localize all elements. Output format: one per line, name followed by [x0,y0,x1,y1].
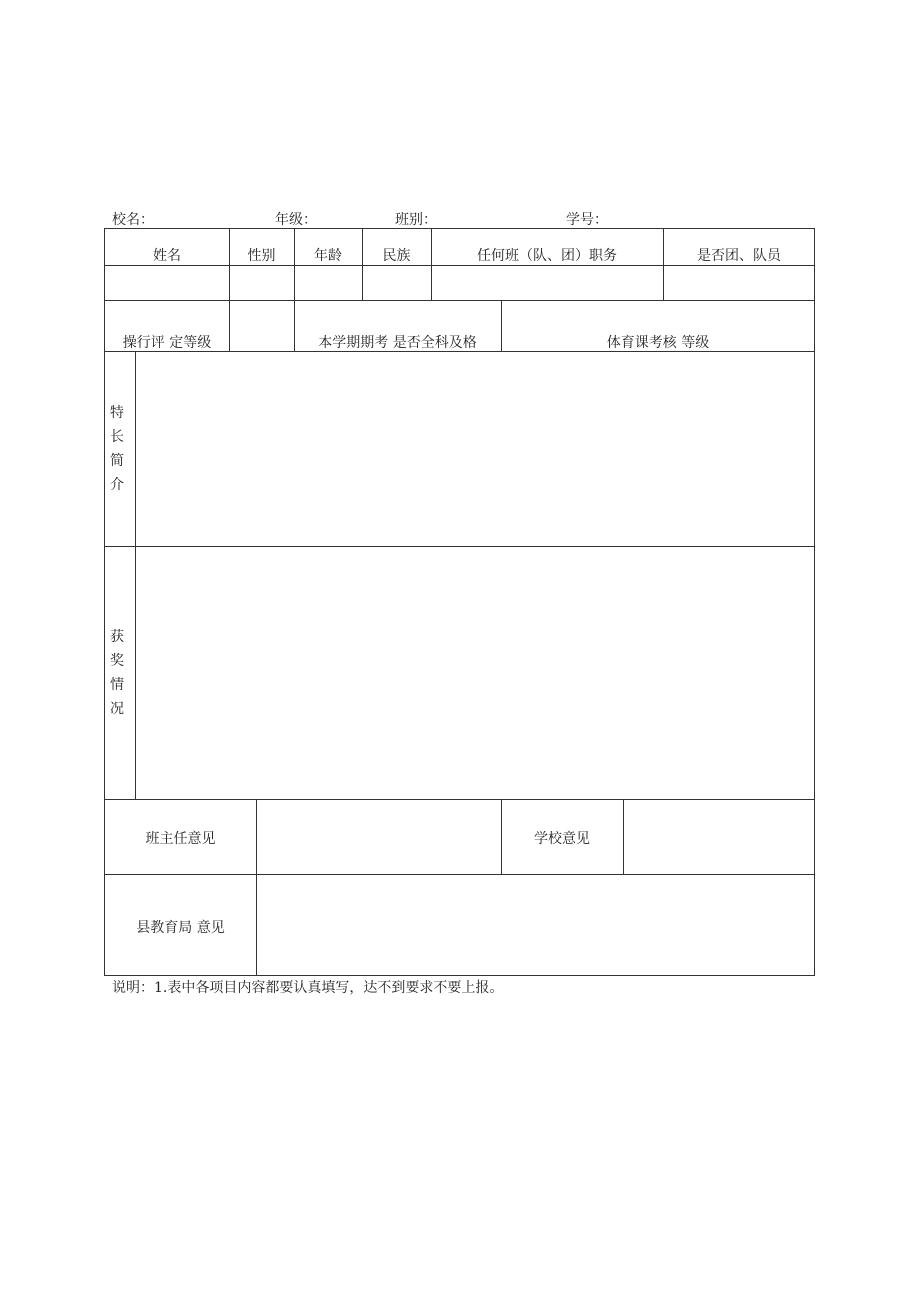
school-opinion-label: 学校意见 [534,831,590,847]
position-header: 任何班（队、团）职务 [477,248,617,264]
form-header [0,209,920,229]
student-no-label: 学号： [566,212,608,228]
county-bureau-opinion-field[interactable] [257,875,815,976]
league-member-field[interactable] [664,266,815,300]
age-header: 年龄 [314,248,342,264]
specialty-label: 特长简介 [110,405,124,493]
class-teacher-opinion-field[interactable] [257,800,501,874]
gender-header: 性别 [247,248,276,264]
awards-field[interactable] [136,547,815,799]
class-teacher-opinion-label: 班主任意见 [145,831,216,847]
row-divider [105,300,815,301]
name-field[interactable] [105,266,229,300]
exam-pass-label: 本学期期考 是否全科及格 [318,335,477,351]
league-member-header: 是否团、队员 [697,248,781,264]
ethnicity-field[interactable] [363,266,431,300]
position-field[interactable] [432,266,663,300]
grade-label: 年级： [275,212,317,228]
specialty-field[interactable] [136,352,815,546]
conduct-grade-label: 操行评 定等级 [122,335,212,351]
pe-grade-label: 体育课考核 等级 [606,335,710,351]
county-bureau-opinion-label: 县教育局 意见 [136,920,225,936]
ethnicity-header: 民族 [382,248,411,264]
student-info-form [104,228,815,976]
school-opinion-field[interactable] [624,800,815,874]
form-note: 说明：1.表中各项目内容都要认真填写，达不到要求不要上报。 [112,980,504,996]
gender-field[interactable] [230,266,294,300]
class-label: 班别： [395,212,437,228]
name-header: 姓名 [153,248,181,264]
age-field[interactable] [295,266,362,300]
awards-label: 获奖情况 [110,629,124,717]
school-label: 校名： [112,212,154,228]
conduct-grade-field[interactable] [230,301,294,351]
